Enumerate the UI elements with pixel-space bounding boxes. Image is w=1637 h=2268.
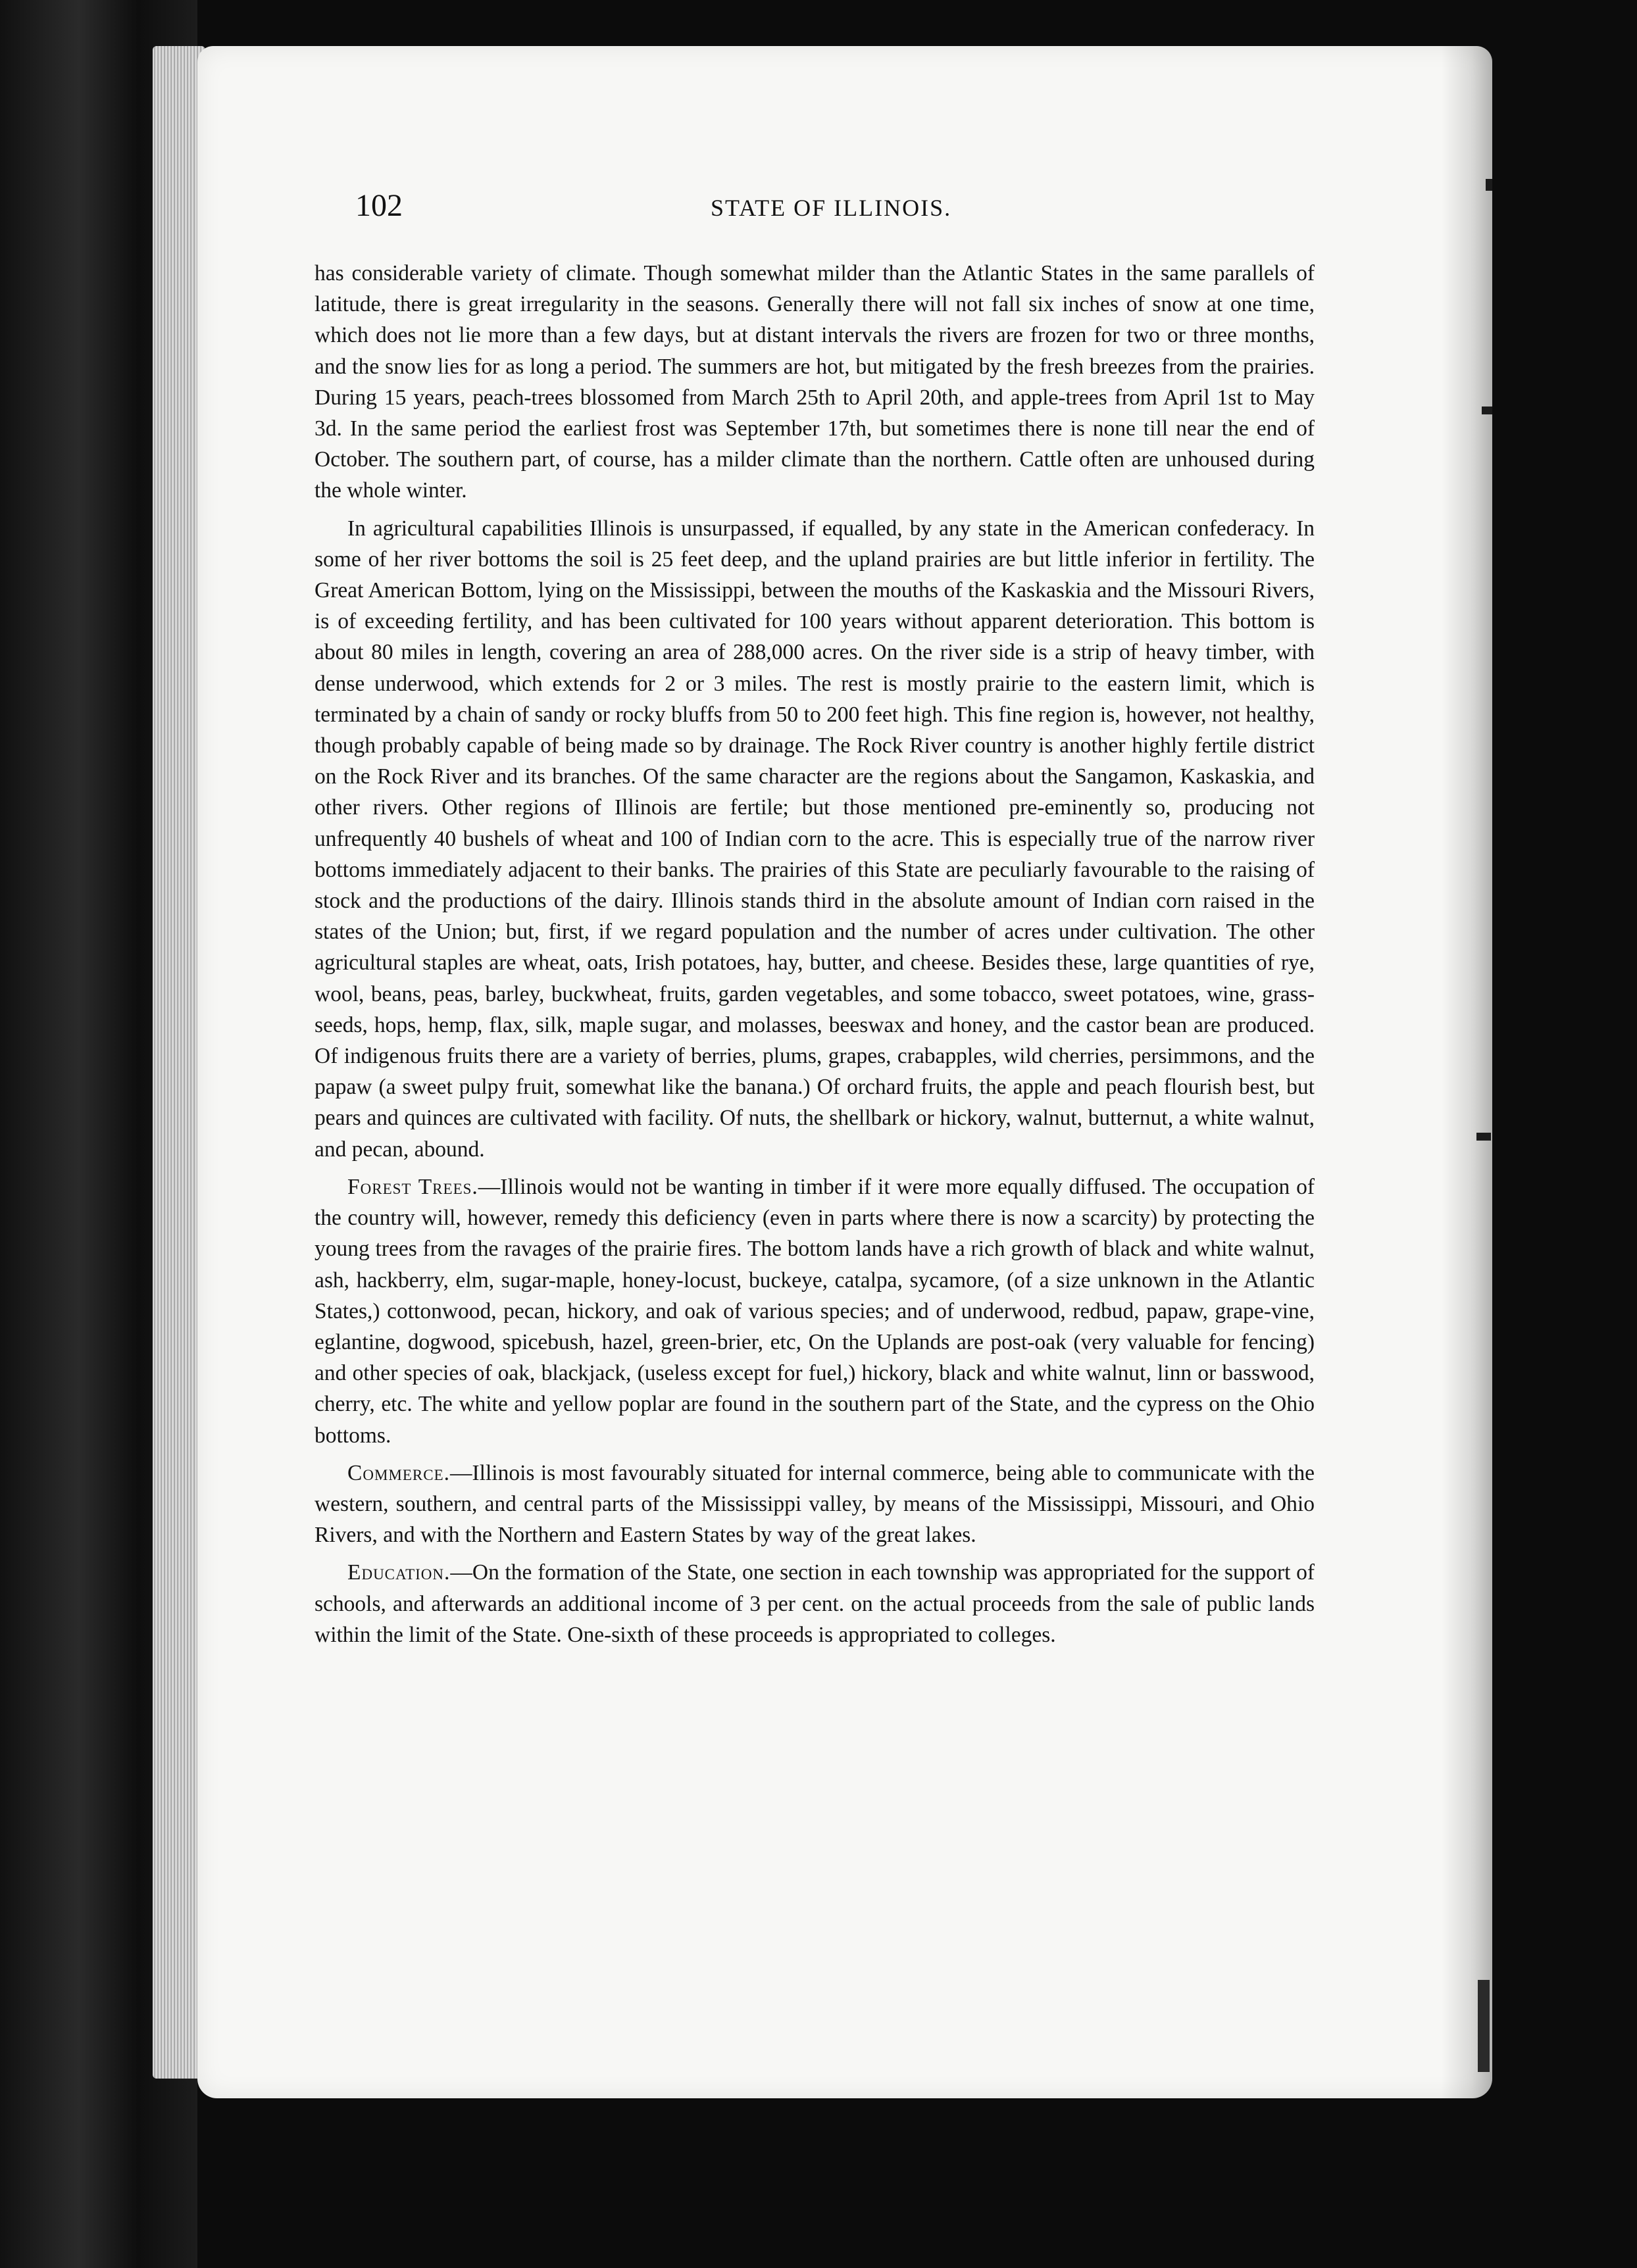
scan-mark [1478, 1980, 1490, 2072]
paragraph-text: —Illinois would not be wanting in timber if it were more equally diffused. The occupation of the country will, however, remedy this deficiency (even in parts where there is now a scarcity) by protecting the young trees from the ravages of the prairie fires. The bottom lands have a rich growth of black and white walnut, ash, hackberry, elm, sugar-maple, honey-locust, buckeye, catalpa, sycamore, (of a size unknown in the Atlantic States,) cottonwood, pecan, hickory, and oak of various species; and of underwood, redbud, papaw, grape-vine, eglantine, dogwood, spicebush, hazel, green-brier, etc, On the Uplands are post-oak (very valuable for fencing) and other species of oak, blackjack, (useless except for fuel,) hickory, black and white walnut, linn or basswood, cherry, etc. The white and yellow poplar are found in the southern part of the State, and the cypress on the Ohio bottoms. [315, 1174, 1315, 1448]
paragraph-text: —Illinois is most favourably situated for internal commerce, being able to communicate with the western, southern, and central parts of the Mississippi valley, by means of the Mississippi, Missouri, and Ohio Rivers, and with the Northern and Eastern States by way of the great lakes. [315, 1460, 1315, 1548]
scan-mark [1476, 1133, 1491, 1141]
paragraph-commerce [315, 1458, 1315, 1551]
page-number: 102 [355, 188, 403, 223]
section-heading: Forest Trees. [347, 1174, 478, 1199]
scan-mark [1486, 179, 1492, 191]
paragraph-agriculture [315, 513, 1315, 1165]
running-title: STATE OF ILLINOIS. [711, 195, 952, 221]
paragraph-forest-trees [315, 1171, 1315, 1451]
page-fold-shadow [1441, 46, 1492, 2098]
scan-mark [1482, 407, 1492, 414]
paragraph-climate [315, 258, 1315, 506]
paragraph-text: In agricultural capabilities Illinois is unsurpassed, if equalled, by any state in the American confederacy. In some of her river bottoms the soil is 25 feet deep, and the upland prairies are but little inferior in fertility. The Great American Bottom, lying on the Mississippi, between the mouths of the Kaskaskia and the Missouri Rivers, is of exceeding fertility, and has been cultivated for 100 years without apparent deterioration. This bottom is about 80 miles in length, covering an area of 288,000 acres. On the river side is a strip of heavy timber, with dense underwood, which extends for 2 or 3 miles. The rest is mostly prairie to the eastern limit, which is terminated by a chain of sandy or rocky bluffs from 50 to 200 feet high. This fine region is, however, not healthy, though probably capable of being made so by drainage. The Rock River country is another highly fertile district on the Rock River and its branches. Of the same character are the regions about the Sangamon, Kaskaskia, and other rivers. Other regions of Illinois are fertile; but those mentioned pre-eminently so, producing not unfrequently 40 bushels of wheat and 100 of Indian corn to the acre. This is especially true of the narrow river bottoms immediately adjacent to their banks. The prairies of this State are peculiarly favourable to the raising of stock and the productions of the dairy. Illinois stands third in the absolute amount of Indian corn raised in the states of the Union; but, first, if we regard population and the number of acres under cultivation. The other agricultural staples are wheat, oats, Irish potatoes, hay, butter, and cheese. Besides these, large quantities of rye, wool, beans, peas, barley, buckwheat, fruits, garden vegetables, and some tobacco, sweet potatoes, wine, grass-seeds, hops, hemp, flax, silk, maple sugar, and molasses, beeswax and honey, and the castor bean are produced. Of indigenous fruits there are a variety of berries, plums, grapes, crabapples, wild cherries, persimmons, and the papaw (a sweet pulpy fruit, somewhat like the banana.) Of orchard fruits, the apple and peach flourish best, but pears and quinces are cultivated with facility. Of nuts, the shellbark or hickory, walnut, butternut, a white walnut, and pecan, abound. [315, 516, 1315, 1162]
paragraph-text: has considerable variety of climate. Though somewhat milder than the Atlantic States in the same parallels of latitude, there is great irregularity in the seasons. Generally there will not fall six inches of snow at one time, which does not lie more than a few days, but at distant intervals the rivers are frozen for two or three months, and the snow lies for as long a period. The summers are hot, but mitigated by the fresh breezes from the prairies. During 15 years, peach-trees blossomed from March 25th to April 20th, and apple-trees from April 1st to May 3d. In the same period the earliest frost was September 17th, but sometimes there is none till near the end of October. The southern part, of course, has a milder climate than the northern. Cattle often are unhoused during the whole winter. [315, 261, 1315, 503]
page-header [355, 187, 1316, 240]
body-text [315, 258, 1315, 1657]
paragraph-education [315, 1557, 1315, 1650]
section-heading: Commerce. [347, 1460, 451, 1485]
paragraph-text: —On the formation of the State, one section in each township was appropriated for the support of schools, and afterwards an additional income of 3 per cent. on the actual proceeds from the sale of public lands within the limit of the State. One-sixth of these proceeds is appropriated to colleges. [315, 1560, 1315, 1647]
section-heading: Education. [347, 1560, 451, 1585]
